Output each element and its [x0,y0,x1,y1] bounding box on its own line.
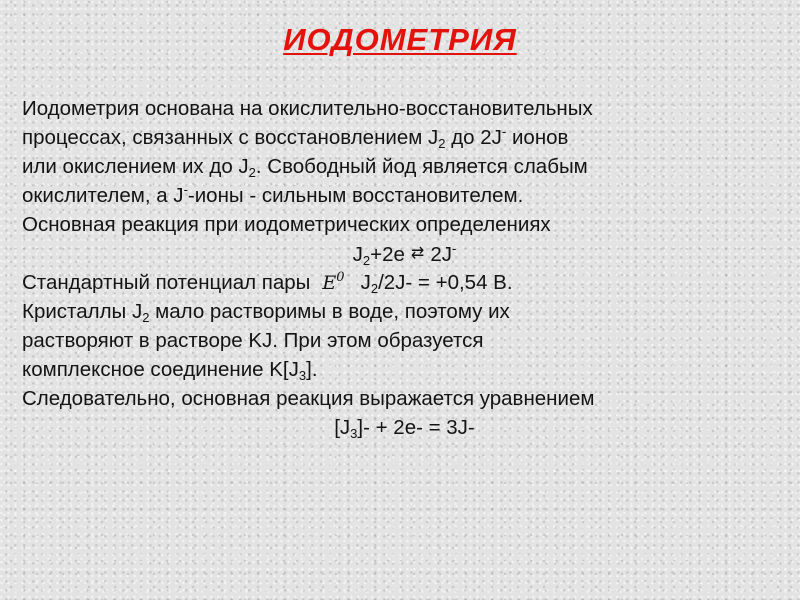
text-line-10 [22,355,787,384]
slide-title: ИОДОМЕТРИЯ [283,22,517,57]
subscript: 3 [350,426,358,441]
text-fragment: окислителем, а J [22,184,184,207]
text-line-11: Следовательно, основная реакция выражается уравнением [22,387,595,410]
subscript: 2 [362,253,371,268]
text-fragment: Стандартный потенциал пары [22,271,311,294]
text-line-1: Иодометрия основана на окислительно-восстановительных [22,97,593,120]
equilibrium-arrow-icon: ⇄ [410,245,425,262]
slide-body [22,94,787,442]
subscript: 3 [298,368,307,383]
superscript: - [183,182,188,197]
superscript: - [501,124,507,139]
text-fragment: +2e [370,243,405,266]
standard-potential-symbol [322,269,344,298]
text-fragment: J [360,271,371,294]
text-fragment: Кристаллы J [22,300,143,323]
text-line-4 [22,181,787,210]
text-fragment: ]- + 2e- = 3J- [357,416,475,439]
text-fragment: 2J [430,243,452,266]
text-fragment: J [352,243,363,266]
reaction-equation-1 [22,239,787,268]
text-line-8 [22,297,787,326]
text-fragment: -ионы - сильным восстановителем. [187,184,524,207]
text-fragment: /2J- = +0,54 В. [378,271,513,294]
text-fragment: мало растворимы в воде, поэтому их [149,300,510,323]
text-fragment: ]. [306,358,318,381]
text-fragment: ионов [506,126,569,149]
superscript: 0 [336,270,345,285]
text-fragment: процессах, связанных с восстановлением J [22,126,439,149]
text-line-9: растворяют в растворе KJ. При этом образуется [22,329,484,352]
text-fragment: до 2J [445,126,502,149]
subscript: 2 [370,281,379,296]
text-fragment: [J [334,416,351,439]
text-line-5: Основная реакция при иодометрических определениях [22,213,551,236]
reaction-equation-2 [22,413,787,442]
subscript: 2 [248,165,256,180]
subscript: 2 [438,136,446,151]
text-line-3 [22,152,787,181]
symbol-letter: E [322,272,337,294]
text-fragment: комплексное соединение K[J [22,358,299,381]
subscript: 2 [142,310,150,325]
text-line-2 [22,123,787,152]
text-line-7 [22,268,787,297]
text-fragment: . Свободный йод является слабым [255,155,588,178]
text-fragment: или окислением их до J [22,155,249,178]
superscript: - [451,241,457,256]
